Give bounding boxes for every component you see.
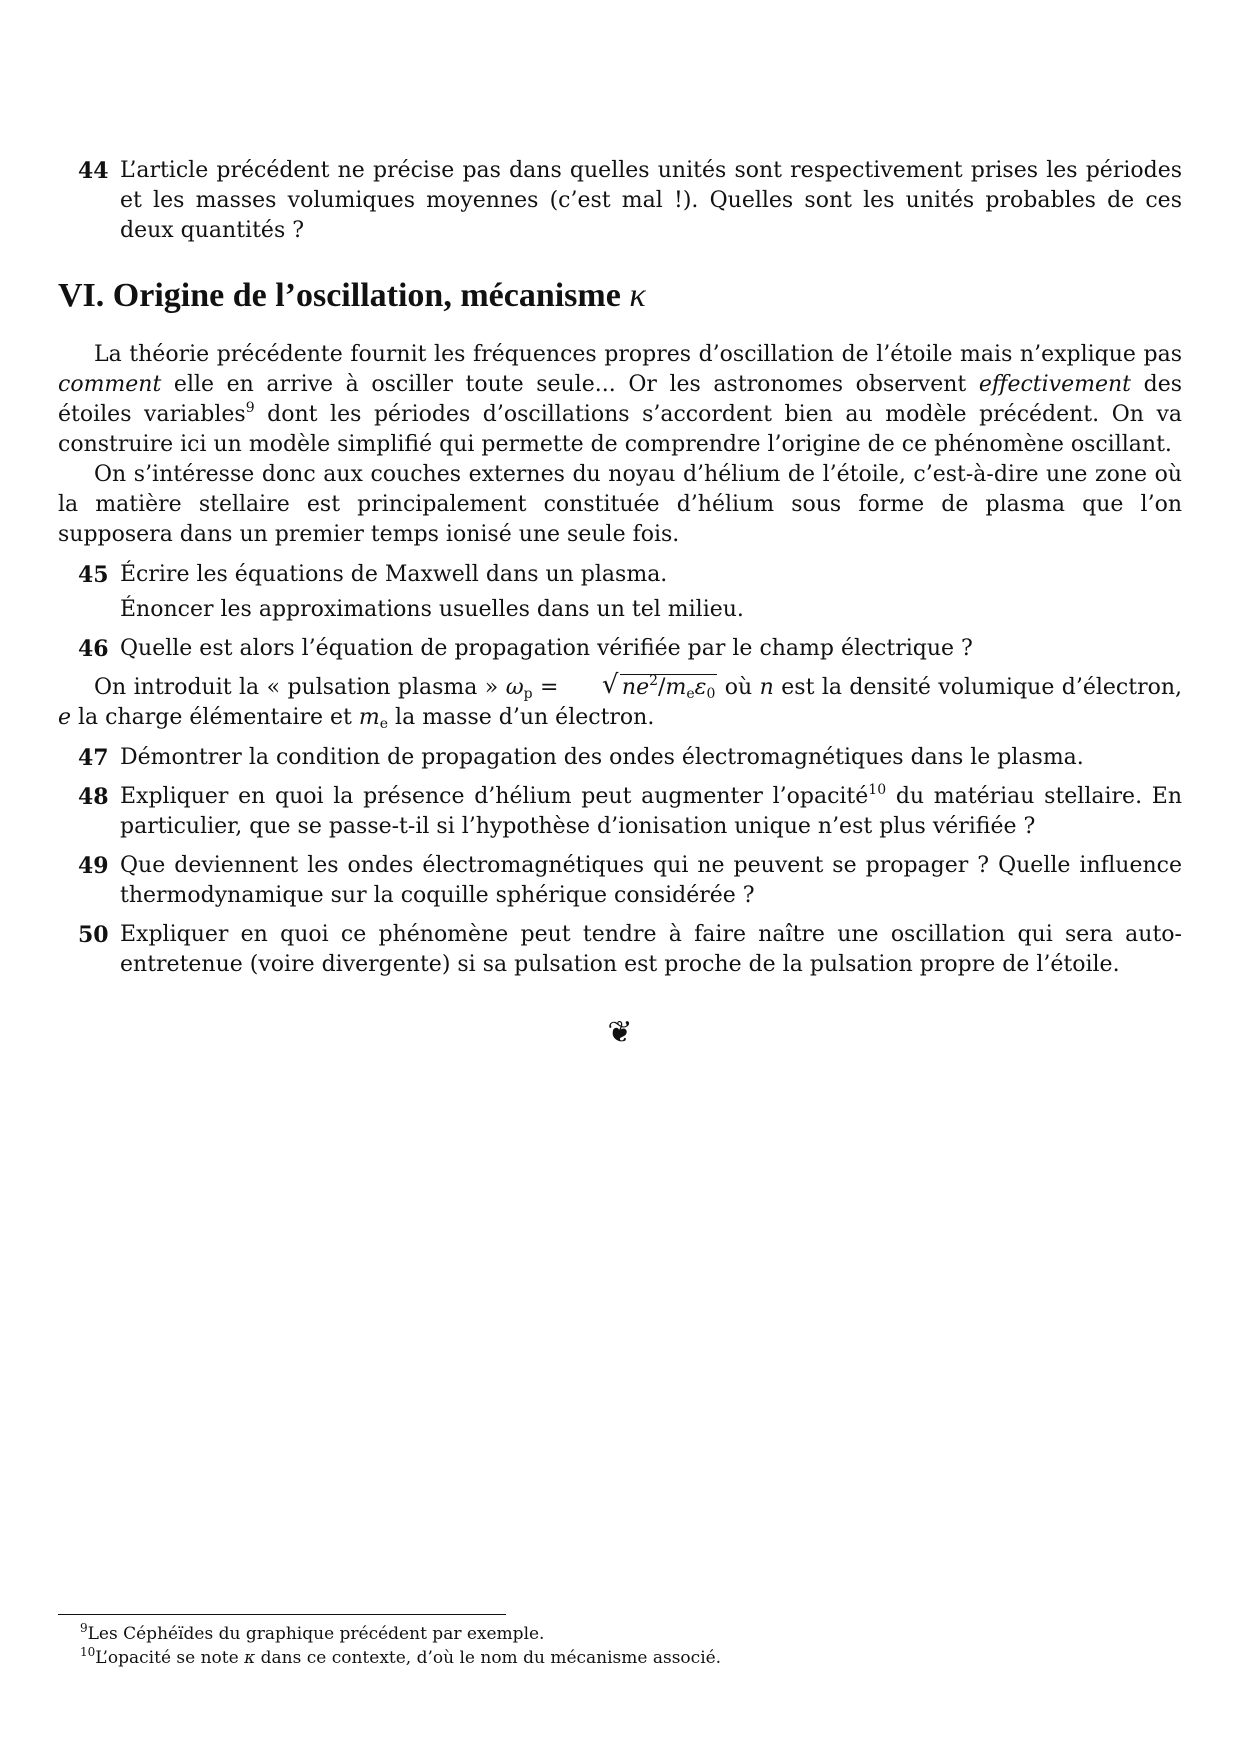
footnote-ref-10: 10	[868, 782, 887, 798]
question-number: 50	[78, 922, 109, 948]
paragraph-text: est la densité volumique d’électron,	[773, 675, 1183, 700]
question-number: 47	[78, 745, 109, 771]
equals-sign: =	[532, 675, 566, 700]
square-root-expression	[566, 670, 717, 703]
intro-emphasis: effectivement	[978, 372, 1132, 397]
intro-paragraph-1	[58, 340, 1182, 460]
footnote-mark: 9	[80, 1621, 88, 1635]
intro-text: dont les périodes d’oscillations s’accordent bien au modèle précédent. On va construire ici un modèle simplifié qui permette de comprendre l’origine de ce phénomène oscillant.	[58, 402, 1182, 457]
question-number: 45	[78, 562, 109, 588]
question-number: 49	[78, 853, 109, 879]
radicand-exponent: 2	[649, 673, 659, 689]
radical-sign: √	[601, 670, 619, 700]
radicand-slash: /	[658, 675, 666, 700]
intro-text: des étoiles variables	[58, 372, 1183, 427]
question-44	[58, 156, 1182, 246]
footnote-text: L’opacité se note	[95, 1648, 245, 1668]
floral-heart-ornament-icon: ❦	[607, 1015, 633, 1050]
question-50	[58, 920, 1182, 980]
question-number: 48	[78, 784, 109, 810]
question-number: 44	[78, 158, 109, 184]
question-number: 46	[78, 636, 109, 662]
question-text	[120, 784, 1182, 839]
page-content	[58, 156, 1182, 1048]
symbol-m: m	[358, 705, 380, 730]
section-heading	[58, 276, 1182, 316]
radicand-epsilon-subscript: 0	[706, 686, 716, 702]
question-46	[58, 634, 1182, 664]
footnote-mark: 10	[80, 1645, 96, 1659]
plasma-frequency-paragraph	[58, 670, 1183, 733]
footnote-separator	[58, 1614, 506, 1615]
radicand-m: m	[665, 675, 687, 700]
question-45	[58, 560, 1182, 590]
paragraph-text: la charge élémentaire et	[71, 705, 359, 730]
question-45-continued	[58, 595, 1182, 625]
intro-emphasis: comment	[58, 372, 162, 397]
omega-subscript: p	[523, 686, 533, 702]
intro-text: elle en arrive à osciller toute seule... Or les astronomes observent	[161, 372, 979, 397]
question-text-part: Expliquer en quoi la présence d’hélium peut augmenter l’opacité	[120, 784, 869, 809]
question-49	[58, 851, 1182, 911]
intro-text: La théorie précédente fournit les fréquences propres d’oscillation de l’étoile mais n’explique pas	[94, 342, 1182, 367]
question-text: Écrire les équations de Maxwell dans un plasma.	[120, 562, 668, 587]
radicand-ne: ne	[621, 675, 650, 700]
radicand	[620, 674, 717, 700]
question-text: Énoncer les approximations usuelles dans un tel milieu.	[120, 597, 744, 622]
footnote-10	[80, 1646, 1180, 1670]
question-text: L’article précédent ne précise pas dans quelles unités sont respectivement prises les périodes et les masses volumiques moyennes (c’est mal !). Quelles sont les unités probables de ces deux quantités ?	[120, 158, 1182, 243]
footnote-text: dans ce contexte, d’où le nom du mécanisme associé.	[255, 1648, 722, 1668]
section-title: VI. Origine de l’oscillation, mécanisme	[58, 277, 621, 314]
question-47	[58, 743, 1182, 773]
footnotes	[80, 1622, 1180, 1670]
question-text: Que deviennent les ondes électromagnétiques qui ne peuvent se propager ? Quelle influence thermodynamique sur la coquille sphérique considérée ?	[120, 853, 1182, 908]
paragraph-text: la masse d’un électron.	[388, 705, 655, 730]
radicand-epsilon: ε	[694, 675, 707, 700]
question-text-part: du matériau stellaire. En particulier, que se passe-t-il si l’hypothèse d’ionisation unique n’est plus vérifiée ?	[120, 784, 1182, 839]
question-text: Expliquer en quoi ce phénomène peut tendre à faire naître une oscillation qui sera auto-entretenue (voire divergente) si sa pulsation est proche de la pulsation propre de l’étoile.	[120, 922, 1182, 977]
question-text: Quelle est alors l’équation de propagation vérifiée par le champ électrique ?	[120, 636, 973, 661]
footnote-text: Les Céphéïdes du graphique précédent par exemple.	[87, 1624, 545, 1644]
symbol-n: n	[759, 675, 774, 700]
section-kappa-symbol: κ	[629, 277, 646, 314]
omega-symbol: ω	[505, 675, 524, 700]
question-48	[58, 782, 1182, 842]
intro-paragraph-2: On s’intéresse donc aux couches externes du noyau d’hélium de l’étoile, c’est-à-dire une zone où la matière stellaire est principalement constituée d’hélium sous forme de plasma que l’on supposera dans un premier temps ionisé une seule fois.	[58, 462, 1182, 547]
symbol-e: e	[58, 705, 72, 730]
footnote-9	[80, 1622, 1180, 1646]
symbol-m-subscript: e	[379, 716, 389, 732]
question-text: Démontrer la condition de propagation des ondes électromagnétiques dans le plasma.	[120, 745, 1084, 770]
paragraph-text: où	[717, 675, 760, 700]
kappa-symbol: κ	[244, 1648, 256, 1668]
radicand-m-subscript: e	[686, 686, 695, 702]
footnote-ref-9: 9	[245, 400, 255, 416]
paragraph-text: On introduit la « pulsation plasma »	[94, 675, 506, 700]
